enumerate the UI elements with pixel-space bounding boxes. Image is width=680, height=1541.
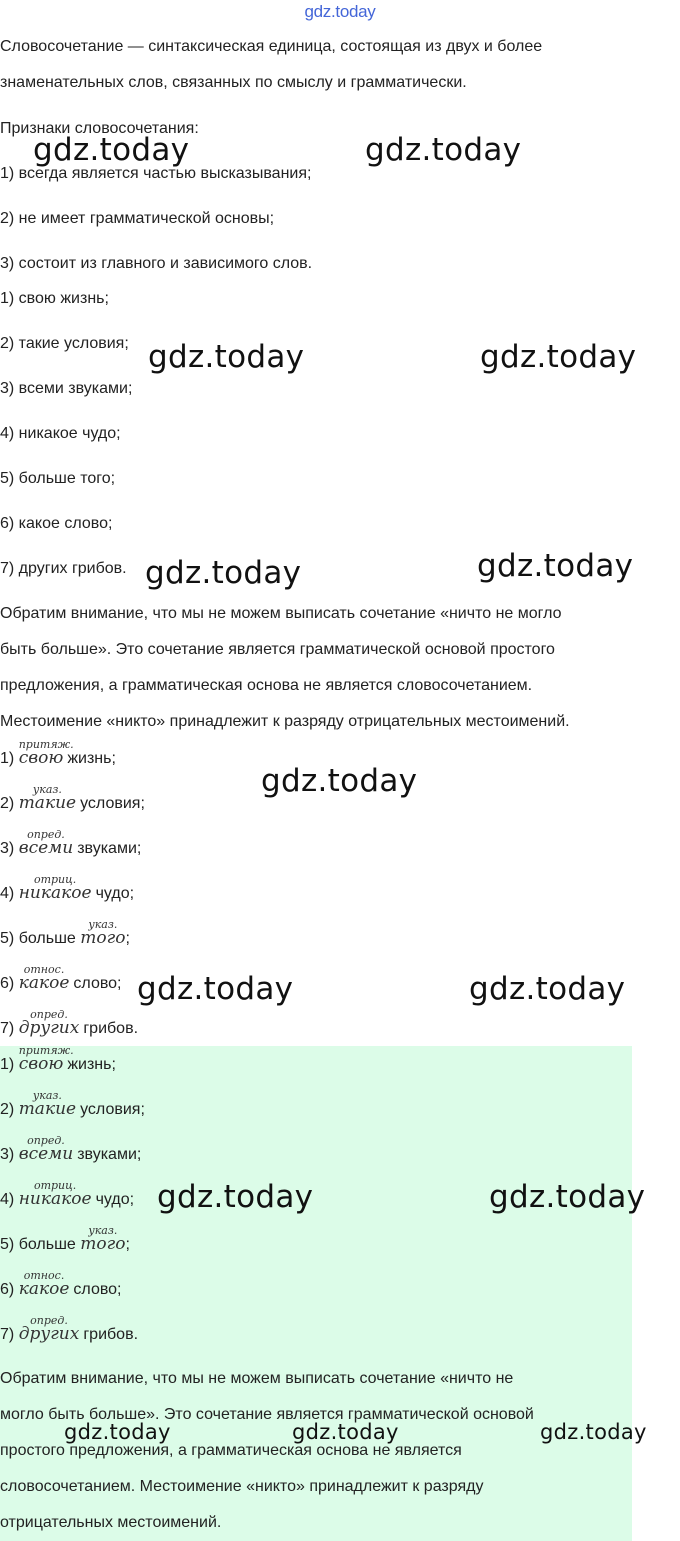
watermark: gdz.today [64,1420,171,1444]
signs-title: Признаки словосочетания: [0,120,199,137]
note-line: предложения, а грамматическая основа не является словосочетанием. [0,677,533,694]
watermark: gdz.today [157,1179,314,1215]
word-mark: относ. [23,963,65,976]
marked-item: 1) притяж. свою жизнь; [0,1054,116,1075]
marked-word: указ. того [80,928,125,948]
definition-line-1: Словосочетание — синтаксическая единица, состоящая из двух и более [0,38,543,55]
word-mark: отриц. [33,1179,77,1192]
marked-item: 6) относ. какое слово; [0,973,122,994]
watermark: gdz.today [292,1420,399,1444]
marked-word: указ. того [80,1234,125,1254]
marked-item: 1) притяж. свою жизнь; [0,748,116,769]
sign-item: 3) состоит из главного и зависимого слов. [0,255,313,272]
marked-word: опред. всеми [19,838,74,858]
word-mark: притяж. [18,1044,74,1057]
watermark: gdz.today [33,132,190,168]
marked-item: 7) опред. других грибов. [0,1324,138,1345]
word-mark: указ. [88,918,118,931]
phrase-item: 1) свою жизнь; [0,290,109,307]
site-header-link[interactable]: gdz.today [304,2,376,21]
word-mark: притяж. [18,738,74,751]
phrase-item: 3) всеми звуками; [0,380,133,397]
marked-item: 3) опред. всеми звуками; [0,838,141,859]
phrase-item: 6) какое слово; [0,515,113,532]
word-mark: опред. [30,1314,68,1327]
phrase-item: 4) никакое чудо; [0,425,121,442]
watermark: gdz.today [137,971,294,1007]
note2-line: словосочетанием. Местоимение «никто» принадлежит к разряду [0,1478,484,1495]
note2-line: Обратим внимание, что мы не можем выписать сочетание «ничто не [0,1370,514,1387]
watermark: gdz.today [480,339,637,375]
marked-word: указ. такие [19,1099,76,1119]
sign-item: 2) не имеет грамматической основы; [0,210,275,227]
marked-item: 4) отриц. никакое чудо; [0,883,134,904]
marked-item: 5) больше указ. того; [0,928,130,949]
watermark: gdz.today [261,763,418,799]
marked-word: отриц. никакое [19,883,92,903]
watermark: gdz.today [477,548,634,584]
word-mark: указ. [32,783,62,796]
word-mark: опред. [27,1134,65,1147]
note2-line: простого предложения, а грамматическая основа не является [0,1442,462,1459]
watermark: gdz.today [148,339,305,375]
marked-item: 5) больше указ. того; [0,1234,130,1255]
phrase-item: 7) других грибов. [0,560,127,577]
phrase-item: 5) больше того; [0,470,116,487]
watermark: gdz.today [489,1179,646,1215]
marked-word: притяж. свою [19,748,64,768]
marked-item: 2) указ. такие условия; [0,1099,145,1120]
watermark: gdz.today [540,1420,647,1444]
marked-word: притяж. свою [19,1054,64,1074]
marked-word: опред. других [19,1018,80,1038]
watermark: gdz.today [365,132,522,168]
word-mark: относ. [23,1269,65,1282]
watermark: gdz.today [145,555,302,591]
note2-line: могло быть больше». Это сочетание является грамматической основой [0,1406,534,1423]
word-mark: указ. [32,1089,62,1102]
marked-word: относ. какое [19,973,70,993]
word-mark: указ. [88,1224,118,1237]
note-line: Местоимение «никто» принадлежит к разряду отрицательных местоимений. [0,713,570,730]
marked-item: 6) относ. какое слово; [0,1279,122,1300]
marked-item: 2) указ. такие условия; [0,793,145,814]
phrase-item: 2) такие условия; [0,335,129,352]
definition-line-2: знаменательных слов, связанных по смыслу и грамматически. [0,74,467,91]
note2-line: отрицательных местоимений. [0,1514,222,1531]
word-mark: отриц. [33,873,77,886]
marked-item: 7) опред. других грибов. [0,1018,138,1039]
word-mark: опред. [27,828,65,841]
marked-word: указ. такие [19,793,76,813]
marked-item: 3) опред. всеми звуками; [0,1144,141,1165]
marked-word: относ. какое [19,1279,70,1299]
marked-word: опред. всеми [19,1144,74,1164]
sign-item: 1) всегда является частью высказывания; [0,165,312,182]
note-line: быть больше». Это сочетание является грамматической основой простого [0,641,555,658]
marked-word: отриц. никакое [19,1189,92,1209]
note-line: Обратим внимание, что мы не можем выписать сочетание «ничто не могло [0,605,562,622]
word-mark: опред. [30,1008,68,1021]
marked-word: опред. других [19,1324,80,1344]
watermark: gdz.today [469,971,626,1007]
marked-item: 4) отриц. никакое чудо; [0,1189,134,1210]
